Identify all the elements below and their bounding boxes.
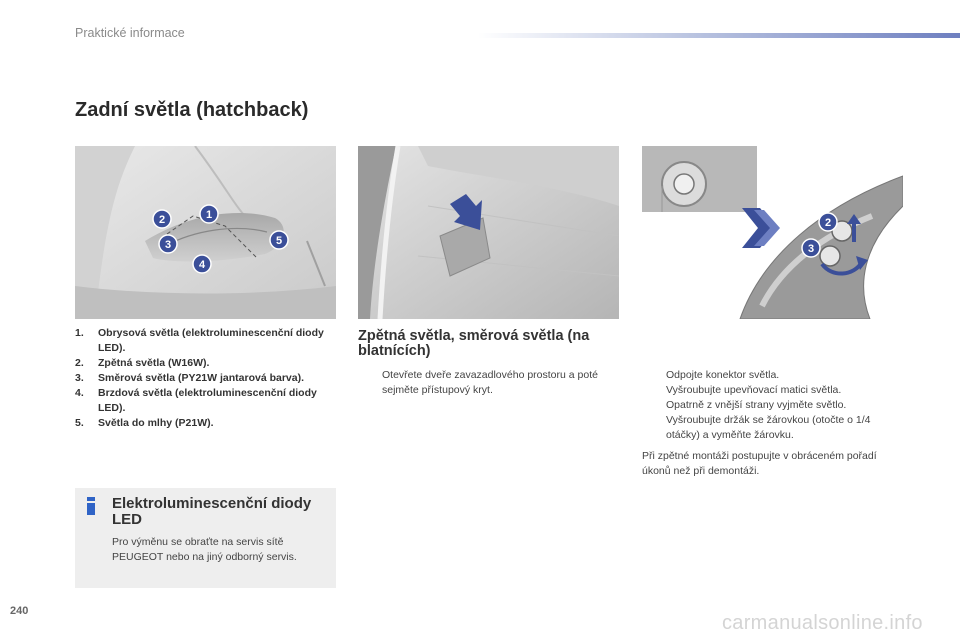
page-title: Zadní světla (hatchback)	[75, 99, 309, 121]
right-steps	[644, 368, 904, 443]
step-item: Opatrně z vnější strany vyjměte světlo.	[666, 399, 847, 411]
section-heading: Zpětná světla, směrová světla (na blatnících)	[358, 328, 590, 359]
step-item: Odpojte konektor světla.	[666, 369, 780, 381]
svg-text:1: 1	[205, 209, 213, 221]
trunk-access-cover-illustration	[358, 146, 619, 319]
header-accent-bar	[478, 33, 960, 38]
svg-text:3: 3	[164, 239, 172, 251]
chevron-arrows-icon	[742, 208, 780, 248]
step-item: Vyšroubujte upevňovací matici světla.	[666, 384, 842, 396]
callout-3	[159, 235, 177, 253]
callout-5	[270, 231, 288, 249]
lamp-unit-illustration	[642, 146, 903, 319]
legend-item: 1. Obrysová světla (elektroluminescenční diody LED).	[75, 327, 324, 354]
svg-text:2: 2	[824, 217, 832, 229]
lamp-callout-3	[802, 239, 820, 257]
legend-item: 2. Zpětná světla (W16W).	[75, 357, 210, 369]
info-icon	[86, 497, 96, 515]
svg-text:3: 3	[807, 243, 815, 255]
section-title: Praktické informace	[75, 26, 185, 40]
rear-lights-illustration	[75, 146, 336, 319]
middle-steps	[360, 368, 620, 398]
callout-2	[153, 210, 171, 228]
callout-4	[193, 255, 211, 273]
watermark: carmanualsonline.info	[722, 612, 923, 634]
svg-text:2: 2	[158, 214, 166, 226]
legend-item: 4. Brzdová světla (elektroluminescenční diody LED).	[75, 387, 317, 414]
callout-1	[200, 205, 218, 223]
legend-item: 5. Světla do mlhy (P21W).	[75, 417, 214, 429]
info-text: Pro výměnu se obraťte na servis sítě PEUGEOT nebo na jiný odborný servis.	[112, 536, 297, 563]
svg-text:4: 4	[198, 259, 206, 271]
step-item: Vyšroubujte držák se žárovkou (otočte o 1/4 otáčky) a vyměňte žárovku.	[666, 414, 871, 441]
reassembly-note: Při zpětné montáži postupujte v obráceném pořadí úkonů než při demontáži.	[642, 450, 877, 477]
lamp-callout-2	[819, 213, 837, 231]
page-number: 240	[10, 605, 29, 617]
step-item: Otevřete dveře zavazadlového prostoru a poté sejměte přístupový kryt.	[382, 369, 598, 396]
info-title: Elektroluminescenční diody LED	[112, 495, 312, 528]
legend-item: 3. Směrová světla (PY21W jantarová barva).	[75, 372, 305, 384]
lights-legend	[75, 326, 345, 431]
svg-text:5: 5	[275, 235, 283, 247]
